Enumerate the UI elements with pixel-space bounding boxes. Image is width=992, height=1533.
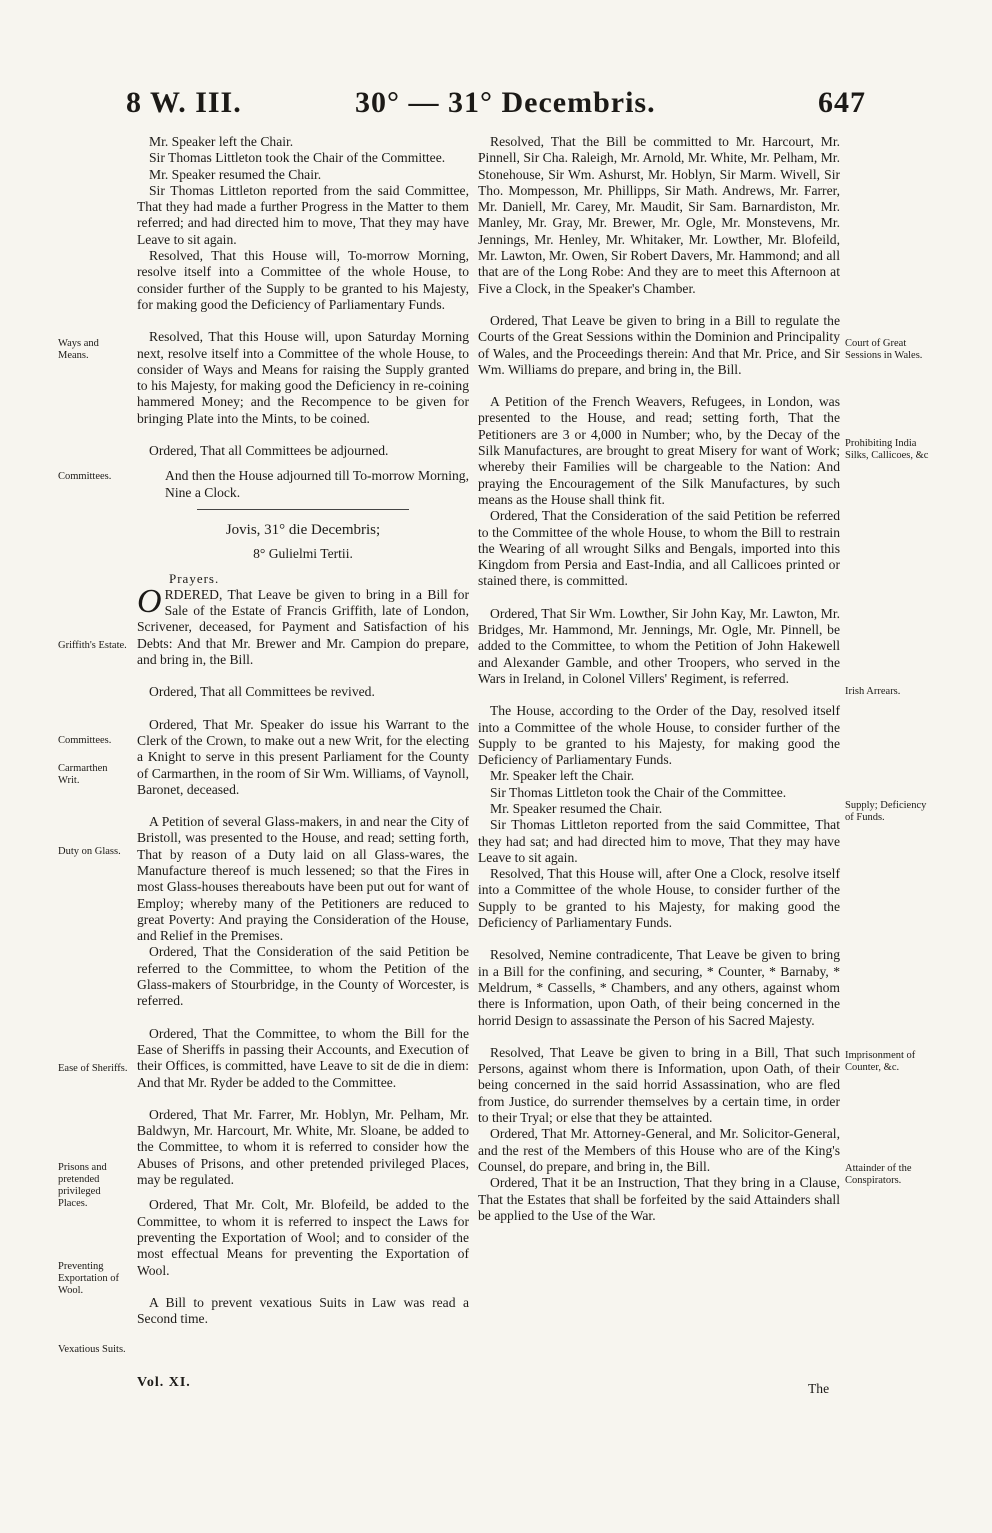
margin-note-ways-means: Ways and Means. bbox=[58, 338, 99, 361]
margin-note-committees: Committees. bbox=[58, 735, 112, 746]
entry: Mr. Speaker left the Chair. bbox=[149, 134, 294, 149]
entry: Ordered, That Mr. Attorney-General, and Mr. Solicitor-General, and the rest of the Members of this House who are of the King's Counsel, do prepare, and bring in, the Bill. bbox=[478, 1126, 840, 1174]
entry: Sir Thomas Littleton reported from the said Committee, That they had sat; and had directed him to move, That they may have Leave to sit again. bbox=[478, 817, 840, 865]
volume-signature: Vol. XI. bbox=[137, 1375, 191, 1390]
margin-note-griffith: Griffith's Estate. bbox=[58, 640, 127, 651]
margin-note-carmarthen: Carmarthen Writ. bbox=[58, 763, 108, 786]
entry-supply: The House, according to the Order of the Day, resolved itself into a Committee of the whole House, to consider further of the Supply to be granted to his Majesty, for making good the Deficiency of Parliamentary Funds. bbox=[478, 703, 840, 768]
margin-note-counter: Imprisonment of Counter, &c. bbox=[845, 1050, 916, 1073]
entry-sheriffs: Ordered, That the Committee, to whom the Bill for the Ease of Sheriffs in passing their Accounts, and Execution of their Offices, is committed, have Leave to sit de die in diem: And that Mr. Ryder be added to the Committee. bbox=[137, 1025, 469, 1090]
right-column bbox=[478, 134, 840, 1224]
margin-note-prisons: Prisons and pretended privileged Places. bbox=[58, 1162, 107, 1209]
margin-note-silks: Prohibiting India Silks, Callicoes, &c bbox=[845, 438, 929, 461]
entry-carmarthen-writ: Ordered, That Mr. Speaker do issue his Warrant to the Clerk of the Crown, to make out a new Writ, for the electing a Knight to serve in this present Parliament for the County of Carmarthen, in the room of Sir Wm. Williams, of Vaynoll, Baronet, deceased. bbox=[137, 716, 469, 797]
entry-weavers-order: Ordered, That the Consideration of the said Petition be referred to the Committee of the whole House, to whom the Bill to restrain the Wearing of all wrought Silks and Bengals, imported into this Kingdom from Persia and East-India, and all Callicoes printed or stained there, is committed. bbox=[478, 508, 840, 589]
entry-committees-adjourned: Ordered, That all Committees be adjourned. bbox=[149, 443, 389, 459]
left-column bbox=[137, 134, 469, 1327]
day-divider bbox=[197, 509, 409, 510]
entry-griffith-estate bbox=[137, 582, 469, 668]
day-heading: Jovis, 31° die Decembris; bbox=[225, 521, 381, 538]
entry: Sir Thomas Littleton took the Chair of the Committee. bbox=[490, 784, 787, 800]
entry: Resolved, That this House will, after One a Clock, resolve itself into a Committee of the whole House, to consider further of the Supply to be granted to his Majesty, for making good the Deficiency of Parliamentary Funds. bbox=[478, 866, 840, 931]
entry: Mr. Speaker left the Chair. bbox=[490, 768, 635, 784]
entry-text: RDERED, That Leave be given to bring in a Bill for Sale of the Estate of Francis Griffith, late of London, Scrivener, deceased, for Payment and Satisfaction of his Debts: And that Mr. Brewer and Mr. Campion do prepare, and bring in, the Bill. bbox=[137, 586, 469, 668]
margin-note-vexatious: Vexatious Suits. bbox=[58, 1344, 126, 1355]
entry-great-sessions: Ordered, That Leave be given to bring in a Bill to regulate the Courts of the Great Sessions within the Dominion and Principality of Wales, and the Proceedings therein: And that Mr. Price, and Sir Wm. Williams do prepare, and bring in, the Bill. bbox=[478, 312, 840, 377]
entry-ways-means: Resolved, That this House will, upon Saturday Morning next, resolve itself into a Committee of the whole House, to consider of Ways and Means for raising the Supply granted to his Majesty, for making good the Deficiency in re-coining hammered Money; and the Recompence to be given for bringing Plate into the Mints, to be coined. bbox=[137, 329, 469, 426]
entry-committal: Resolved, That the Bill be committed to Mr. Harcourt, Mr. Pinnell, Sir Cha. Raleigh, Mr. Arnold, Mr. White, Mr. Pelham, Mr. Stonehouse, Sir Wm. Ashurst, Mr. Hoblyn, Sir Marm. Wivell, Sir Tho. Mompesson, Mr. Phillipps, Sir Math. Andrews, Mr. Farrer, Mr. Daniell, Mr. Carey, Mr. Maudit, Sir Sam. Barnardiston, Mr. Manley, Mr. Gray, Mr. Brewer, Mr. Ogle, Mr. Monstevens, Mr. Jennings, Mr. Henley, Mr. Whitaker, Mr. Lowther, Mr. Blofeild, Mr. Lawton, Mr. Owen, Sir Robert Davers, Mr. Hammond; and all that are of the Long Robe: And they are to meet this Afternoon at Five a Clock, in the Speaker's Chamber. bbox=[478, 134, 840, 296]
margin-note-wool: Preventing Exportation of Wool. bbox=[58, 1261, 119, 1296]
margin-note-committees: Committees. bbox=[58, 471, 112, 482]
margin-note-great-sessions: Court of Great Sessions in Wales. bbox=[845, 338, 923, 361]
entry: Ordered, That it be an Instruction, That they bring in a Clause, That the Estates that shall be forfeited by the said Attainders shall be applied to the Use of the War. bbox=[478, 1175, 840, 1223]
drop-cap: O bbox=[137, 582, 162, 620]
entry-counter: Resolved, Nemine contradicente, That Leave be given to bring in a Bill for the confining, and securing, * Counter, * Barnaby, * Meldrum, * Cassells, * Chambers, and any others, against whom there is Information, upon Oath, of their being concerned in the horrid Design to assassinate the Person of his Sacred Majesty. bbox=[478, 947, 840, 1028]
margin-note-glass: Duty on Glass. bbox=[58, 846, 121, 857]
margin-note-sheriffs: Ease of Sheriffs. bbox=[58, 1063, 128, 1074]
entry: Resolved, That this House will, To-morrow Morning, resolve itself into a Committee of the whole House, to consider further of the Supply to be granted to his Majesty, for making good the Deficiency of Parliamentary Funds. bbox=[137, 248, 469, 312]
margin-note-irish: Irish Arrears. bbox=[845, 686, 901, 697]
running-head-regnal-year: 8 W. III. bbox=[126, 86, 242, 119]
entry-glass-petition: A Petition of several Glass-makers, in and near the City of Bristoll, was presented to the House, and read; setting forth, That by reason of a Duty laid on all Glass-wares, the Manufacture thereof is much lessened; so that the Fires in most Glass-houses thereabouts have been put out for want of Employ; whereby many of the Petitioners are reduced to great Poverty: And praying the Consideration of the House, and Relief in the Premises. bbox=[137, 814, 469, 944]
entry: Mr. Speaker resumed the Chair. bbox=[149, 166, 322, 182]
entry-glass-order: Ordered, That the Consideration of the said Petition be referred to the Committee, to whom the Petition of the Glass-makers of Stourbridge, in the County of Worcester, is referred. bbox=[137, 944, 469, 1009]
entry-committees-revived: Ordered, That all Committees be revived. bbox=[149, 684, 375, 700]
page-number: 647 bbox=[818, 86, 866, 119]
entry-prisons: Ordered, That Mr. Farrer, Mr. Hoblyn, Mr. Pelham, Mr. Baldwyn, Mr. Harcourt, Mr. White, Mr. Sloane, be added to the Committee, to whom it is referred to consider how the Abuses of Prisons, and other pretended privileged Places, may be regulated. bbox=[137, 1106, 469, 1188]
catchword: The bbox=[808, 1381, 830, 1396]
entry-attainder: Resolved, That Leave be given to bring in a Bill, That such Persons, against whom there is Information, upon Oath, of their being concerned in the said horrid Assassination, who are fled from Justice, do surrender themselves by a certain time, in order to their Tryal; or else that they be attainted. bbox=[478, 1044, 840, 1126]
entry-wool: Ordered, That Mr. Colt, Mr. Blofeild, be added to the Committee, to whom it is referred to inspect the Laws for preventing the Exportation of Wool; and to consider of the most effectual Means for preventing the Exportation of Wool. bbox=[137, 1197, 469, 1278]
running-head-dates: 30° — 31° Decembris. bbox=[355, 86, 656, 119]
entry-irish-arrears: Ordered, That Sir Wm. Lowther, Sir John Kay, Mr. Lawton, Mr. Bridges, Mr. Hammond, Mr. Jennings, Mr. Ogle, Mr. Pinnell, be added to the Committee, to whom the Petition of John Hakewell and Alexander Gamble, and other Troopers, who served in the Wars in Ireland, in Colonel Villers' Regiment, is referred. bbox=[478, 605, 840, 686]
margin-note-supply: Supply; Deficiency of Funds. bbox=[845, 800, 927, 823]
prayers-label: Prayers. bbox=[169, 570, 220, 586]
regnal-heading: 8° Gulielmi Tertii. bbox=[253, 546, 353, 562]
adjournment-notice: And then the House adjourned till To-morrow Morning, Nine a Clock. bbox=[165, 468, 469, 500]
entry-weavers-petition: A Petition of the French Weavers, Refugees, in London, was presented to the House, and read; setting forth, That the Petitioners are 3 or 4,000 in Number; who, by the Decay of the Silk Manufactures, are brought to great Misery for want of Work; whereby their Families will be chargeable to the Nation: And praying the Encouragement of the Silk Manufactures, by such means as the House shall think fit. bbox=[478, 394, 840, 507]
entry: Sir Thomas Littleton reported from the said Committee, That they had made a further Progress in the Matter to them referred; and had directed him to move, That they may have Leave to sit again. bbox=[137, 182, 469, 247]
margin-note-attainder: Attainder of the Conspirators. bbox=[845, 1163, 912, 1186]
entry: Sir Thomas Littleton took the Chair of the Committee. bbox=[149, 150, 446, 166]
entry-vexatious-suits: A Bill to prevent vexatious Suits in Law was read a Second time. bbox=[137, 1294, 469, 1327]
entry: Mr. Speaker resumed the Chair. bbox=[490, 800, 663, 816]
